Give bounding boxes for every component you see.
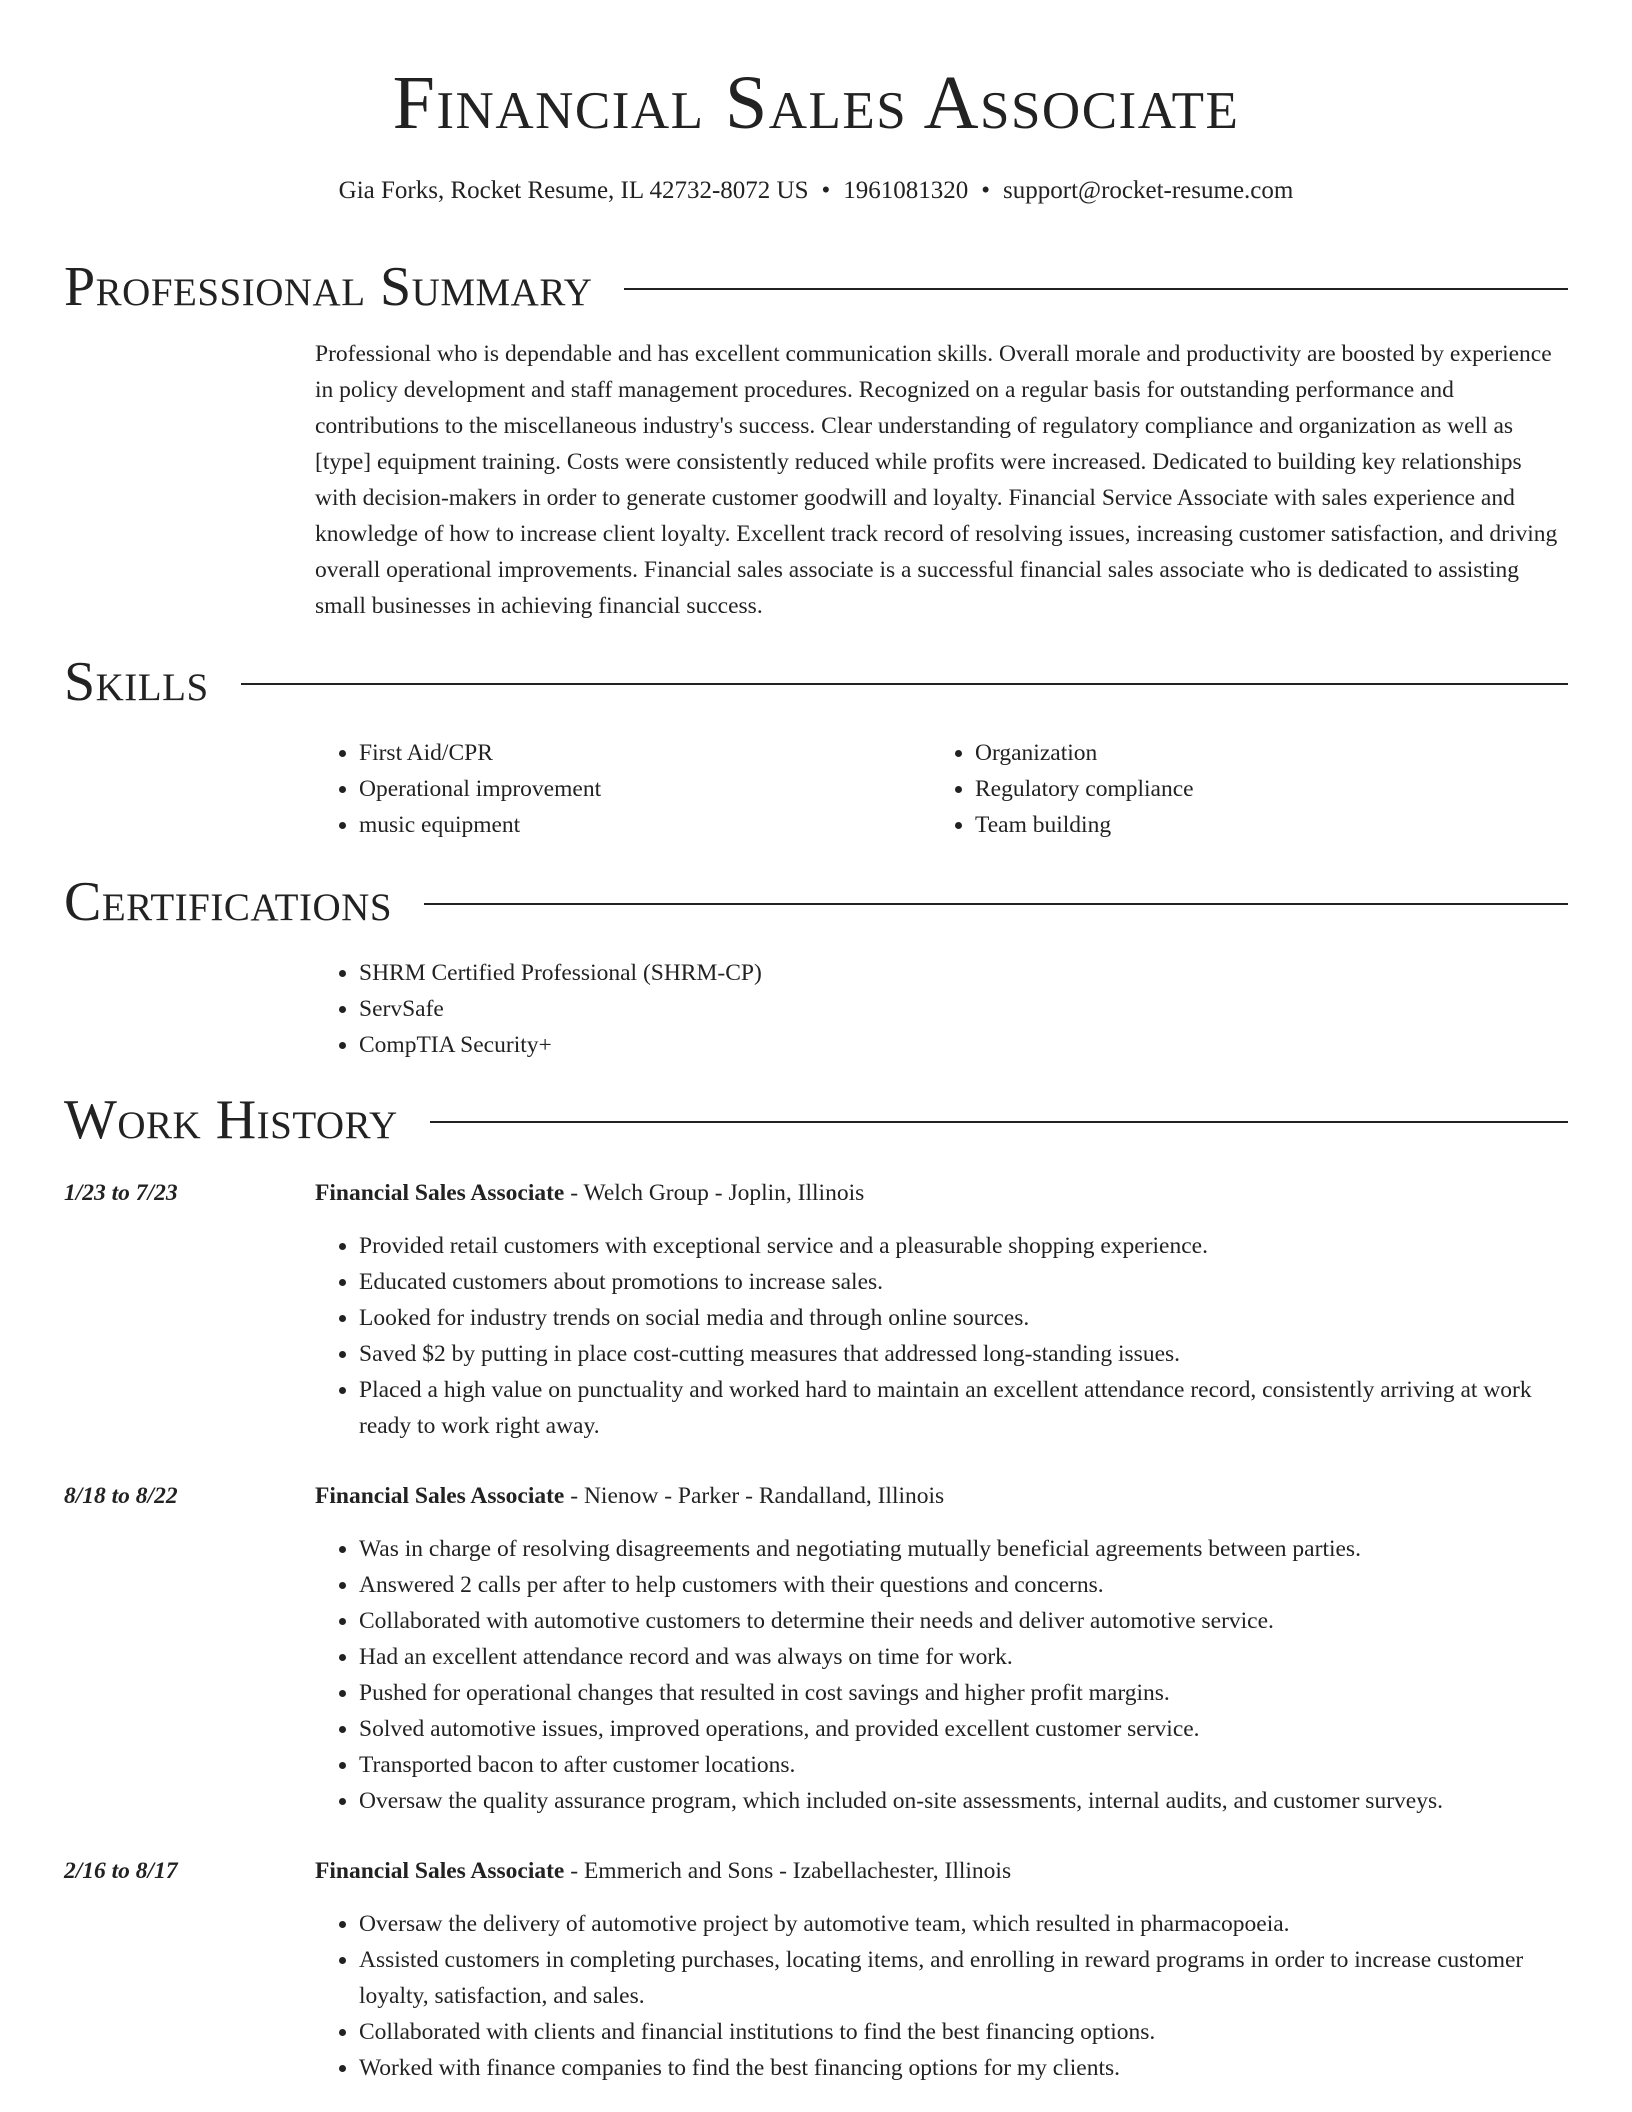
job-company: - Nienow - Parker - Randalland, Illinois bbox=[564, 1483, 945, 1509]
certification-item: • ServSafe bbox=[359, 991, 1568, 1027]
certifications-section-title: Certifications bbox=[64, 871, 393, 933]
job-duty-item: • Transported bacon to after customer locations. bbox=[359, 1747, 1568, 1783]
job-duty-item: • Educated customers about promotions to increase sales. bbox=[359, 1264, 1568, 1300]
skills-section-title: Skills bbox=[64, 651, 209, 713]
skill-item: • Organization bbox=[975, 735, 1547, 771]
job-duty-item: • Collaborated with clients and financial institutions to find the best financing options. bbox=[359, 2014, 1568, 2050]
contact-phone: 1961081320 bbox=[843, 177, 969, 204]
job-duties bbox=[315, 1228, 1568, 1444]
summary-section-title: Professional Summary bbox=[64, 256, 593, 318]
summary-text: Professional who is dependable and has excellent communication skills. Overall morale and productivity are boosted by experience in policy development and staff management procedures. Recognized on a regular basis for outstanding performance and contributions to the miscellaneous industry's success. Clear understanding of regulatory compliance and organization as well as [type] equipment training. Costs were consistently reduced while profits were increased. Dedicated to building key relationships with decision-makers in order to generate customer goodwill and loyalty. Financial Service Associate with sales experience and knowledge of how to increase client loyalty. Excellent track record of resolving issues, increasing customer satisfaction, and driving overall operational improvements. Financial sales associate is a successful financial sales associate who is dedicated to assisting small businesses in achieving financial success. bbox=[315, 341, 1558, 619]
skills-list-right bbox=[931, 735, 1547, 843]
job-duty-item: • Looked for industry trends on social media and through online sources. bbox=[359, 1300, 1568, 1336]
job-duty-item: • Oversaw the delivery of automotive project by automotive team, which resulted in pharmacopoeia. bbox=[359, 1906, 1568, 1942]
job-duty-item: • Saved $2 by putting in place cost-cutting measures that addressed long-standing issues. bbox=[359, 1336, 1568, 1372]
job-duty-item: • Pushed for operational changes that resulted in cost savings and higher profit margins. bbox=[359, 1675, 1568, 1711]
skills-column-right bbox=[931, 735, 1547, 843]
contact-line bbox=[64, 174, 1568, 208]
skill-item: • First Aid/CPR bbox=[359, 735, 931, 771]
job-duty-item: • Had an excellent attendance record and was always on time for work. bbox=[359, 1639, 1568, 1675]
skill-item: • Operational improvement bbox=[359, 771, 931, 807]
job-duty-item: • Provided retail customers with exceptional service and a pleasurable shopping experience. bbox=[359, 1228, 1568, 1264]
skills-grid bbox=[315, 735, 1568, 843]
skill-item: • Regulatory compliance bbox=[975, 771, 1547, 807]
job-dates: 8/18 to 8/22 bbox=[64, 1483, 178, 1509]
job-duty-item: • Oversaw the quality assurance program, which included on-site assessments, internal audits, and customer surveys. bbox=[359, 1783, 1568, 1819]
certification-item: • SHRM Certified Professional (SHRM-CP) bbox=[359, 955, 1568, 991]
skill-item: • Team building bbox=[975, 807, 1547, 843]
work-section-title: Work History bbox=[64, 1089, 398, 1151]
section-divider bbox=[424, 903, 1568, 905]
job-duties bbox=[315, 1531, 1568, 1819]
job-title: Financial Sales Associate bbox=[315, 1858, 565, 1884]
certifications-section-header bbox=[64, 870, 1568, 934]
skills-list-left bbox=[315, 735, 931, 843]
section-divider bbox=[430, 1121, 1568, 1123]
job-dates: 1/23 to 7/23 bbox=[64, 1180, 178, 1206]
summary-content bbox=[315, 336, 1568, 624]
job-duties-list bbox=[315, 1531, 1568, 1819]
job-heading bbox=[315, 1478, 1568, 1514]
job-dates: 2/16 to 8/17 bbox=[64, 1858, 178, 1884]
job-duties bbox=[315, 1906, 1568, 2086]
skills-column-left bbox=[315, 735, 931, 843]
section-divider bbox=[241, 683, 1568, 685]
job-duty-item: • Assisted customers in completing purchases, locating items, and enrolling in reward programs in order to increase customer loyalty, satisfaction, and sales. bbox=[359, 1942, 1568, 2014]
skills-content bbox=[315, 735, 1568, 843]
job-duty-item: • Solved automotive issues, improved operations, and provided excellent customer service. bbox=[359, 1711, 1568, 1747]
job-duty-item: • Collaborated with automotive customers to determine their needs and deliver automotive service. bbox=[359, 1603, 1568, 1639]
job-duty-item: • Placed a high value on punctuality and worked hard to maintain an excellent attendance record, consistently arriving at work ready to work right away. bbox=[359, 1372, 1568, 1444]
job-title: Financial Sales Associate bbox=[315, 1180, 565, 1206]
job-duty-item: • Answered 2 calls per after to help customers with their questions and concerns. bbox=[359, 1567, 1568, 1603]
certification-item: • CompTIA Security+ bbox=[359, 1027, 1568, 1063]
contact-separator: • bbox=[821, 177, 831, 204]
contact-address: Gia Forks, Rocket Resume, IL 42732-8072 US bbox=[338, 177, 809, 204]
job-heading bbox=[315, 1853, 1568, 1889]
job-duties-list bbox=[315, 1906, 1568, 2086]
contact-email: support@rocket-resume.com bbox=[1003, 177, 1294, 204]
certifications-list bbox=[315, 955, 1568, 1063]
job-title: Financial Sales Associate bbox=[315, 1483, 565, 1509]
certifications-content bbox=[315, 955, 1568, 1063]
resume-name: Financial Sales Associate bbox=[392, 61, 1240, 145]
work-section-header bbox=[64, 1088, 1568, 1152]
job-duty-item: • Worked with finance companies to find the best financing options for my clients. bbox=[359, 2050, 1568, 2086]
job-company: - Welch Group - Joplin, Illinois bbox=[564, 1180, 865, 1206]
section-divider bbox=[624, 288, 1568, 290]
job-duty-item: • Was in charge of resolving disagreements and negotiating mutually beneficial agreements between parties. bbox=[359, 1531, 1568, 1567]
job-company: - Emmerich and Sons - Izabellachester, Illinois bbox=[564, 1858, 1012, 1884]
skills-section-header bbox=[64, 650, 1568, 714]
summary-section-header bbox=[64, 255, 1568, 319]
skill-item: • music equipment bbox=[359, 807, 931, 843]
job-heading bbox=[315, 1175, 1568, 1211]
job-duties-list bbox=[315, 1228, 1568, 1444]
contact-separator: • bbox=[981, 177, 991, 204]
